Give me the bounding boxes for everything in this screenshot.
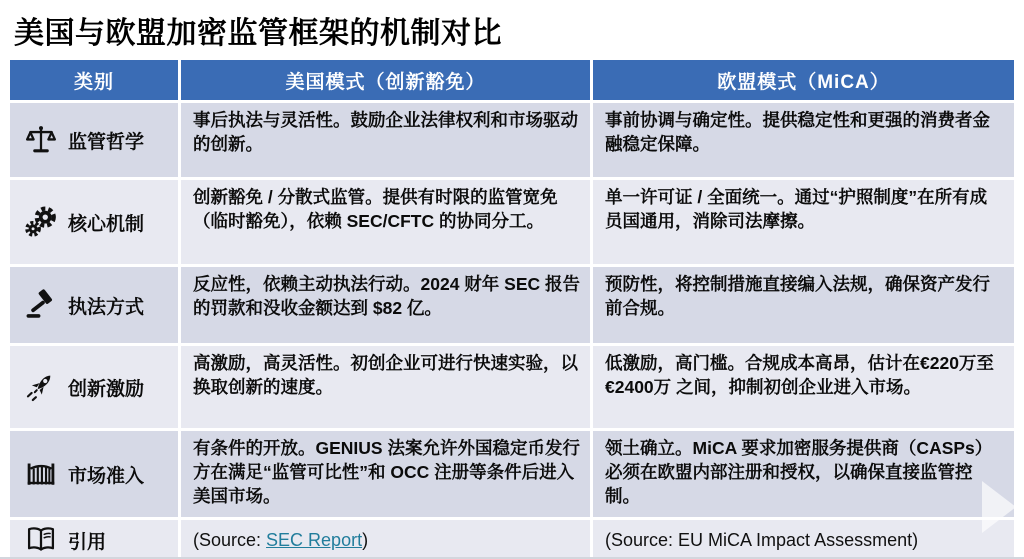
eu-core-mechanism: 单一许可证 / 全面统一。通过“护照制度”在所有成员国通用，消除司法摩擦。 <box>593 180 1014 264</box>
header-category: 类别 <box>10 60 178 100</box>
gavel-icon <box>23 287 59 323</box>
row-enforcement-style-category <box>10 267 178 343</box>
slide <box>0 8 1024 559</box>
next-slide-arrow[interactable] <box>982 481 1016 533</box>
us-regulatory-philosophy: 事后执法与灵活性。鼓励企业法律权利和市场驱动的创新。 <box>181 103 590 177</box>
category-label: 执法方式 <box>68 296 145 318</box>
scales-icon <box>23 122 59 158</box>
sec-report-link[interactable]: SEC Report <box>266 529 363 550</box>
eu-market-access: 领土确立。MiCA 要求加密服务提供商（CASPs）必须在欧盟内部注册和授权，以确保直接监管控制。 <box>593 431 1014 517</box>
row-market-access-category <box>10 431 178 517</box>
rocket-icon <box>23 369 59 405</box>
eu-innovation-incentive: 低激励，高门槛。合规成本高昂，估计在€220万至€2400万 之间，抑制初创企业进入市场。 <box>593 346 1014 428</box>
category-label: 市场准入 <box>68 465 145 487</box>
eu-regulatory-philosophy: 事前协调与确定性。提供稳定性和更强的消费者金融稳定保障。 <box>593 103 1014 177</box>
page-title: 美国与欧盟加密监管框架的机制对比 <box>14 17 502 50</box>
category-label: 监管哲学 <box>68 131 145 153</box>
category-label: 引用 <box>68 531 107 553</box>
us-enforcement-style: 反应性，依赖主动执法行动。2024 财年 SEC 报告的罚款和没收金额达到 $82 亿。 <box>181 267 590 343</box>
eu-citation-text: (Source: EU MiCA Impact Assessment) <box>605 529 919 550</box>
row-citation-category <box>10 520 178 559</box>
row-core-mechanism-category <box>10 180 178 264</box>
comparison-table <box>10 60 1014 559</box>
gears-icon <box>23 204 59 240</box>
header-us-model: 美国模式（创新豁免） <box>181 60 590 100</box>
us-core-mechanism: 创新豁免 / 分散式监管。提供有时限的监管宽免（临时豁免），依赖 SEC/CFTC 的协同分工。 <box>181 180 590 264</box>
row-innovation-incentive-category <box>10 346 178 428</box>
us-innovation-incentive: 高激励，高灵活性。初创企业可进行快速实验，以换取创新的速度。 <box>181 346 590 428</box>
gate-icon <box>23 456 59 492</box>
us-citation <box>181 520 590 559</box>
eu-enforcement-style: 预防性，将控制措施直接编入法规，确保资产发行前合规。 <box>593 267 1014 343</box>
us-market-access: 有条件的开放。GENIUS 法案允许外国稳定币发行方在满足“监管可比性”和 OCC 注册等条件后进入美国市场。 <box>181 431 590 517</box>
eu-citation <box>593 520 1014 559</box>
citation-suffix: ) <box>362 529 369 550</box>
header-eu-model: 欧盟模式（MiCA） <box>593 60 1014 100</box>
category-label: 核心机制 <box>68 213 145 235</box>
citation-prefix: (Source: <box>193 529 267 550</box>
book-icon <box>23 522 59 558</box>
row-regulatory-philosophy-category <box>10 103 178 177</box>
category-label: 创新激励 <box>68 378 145 400</box>
